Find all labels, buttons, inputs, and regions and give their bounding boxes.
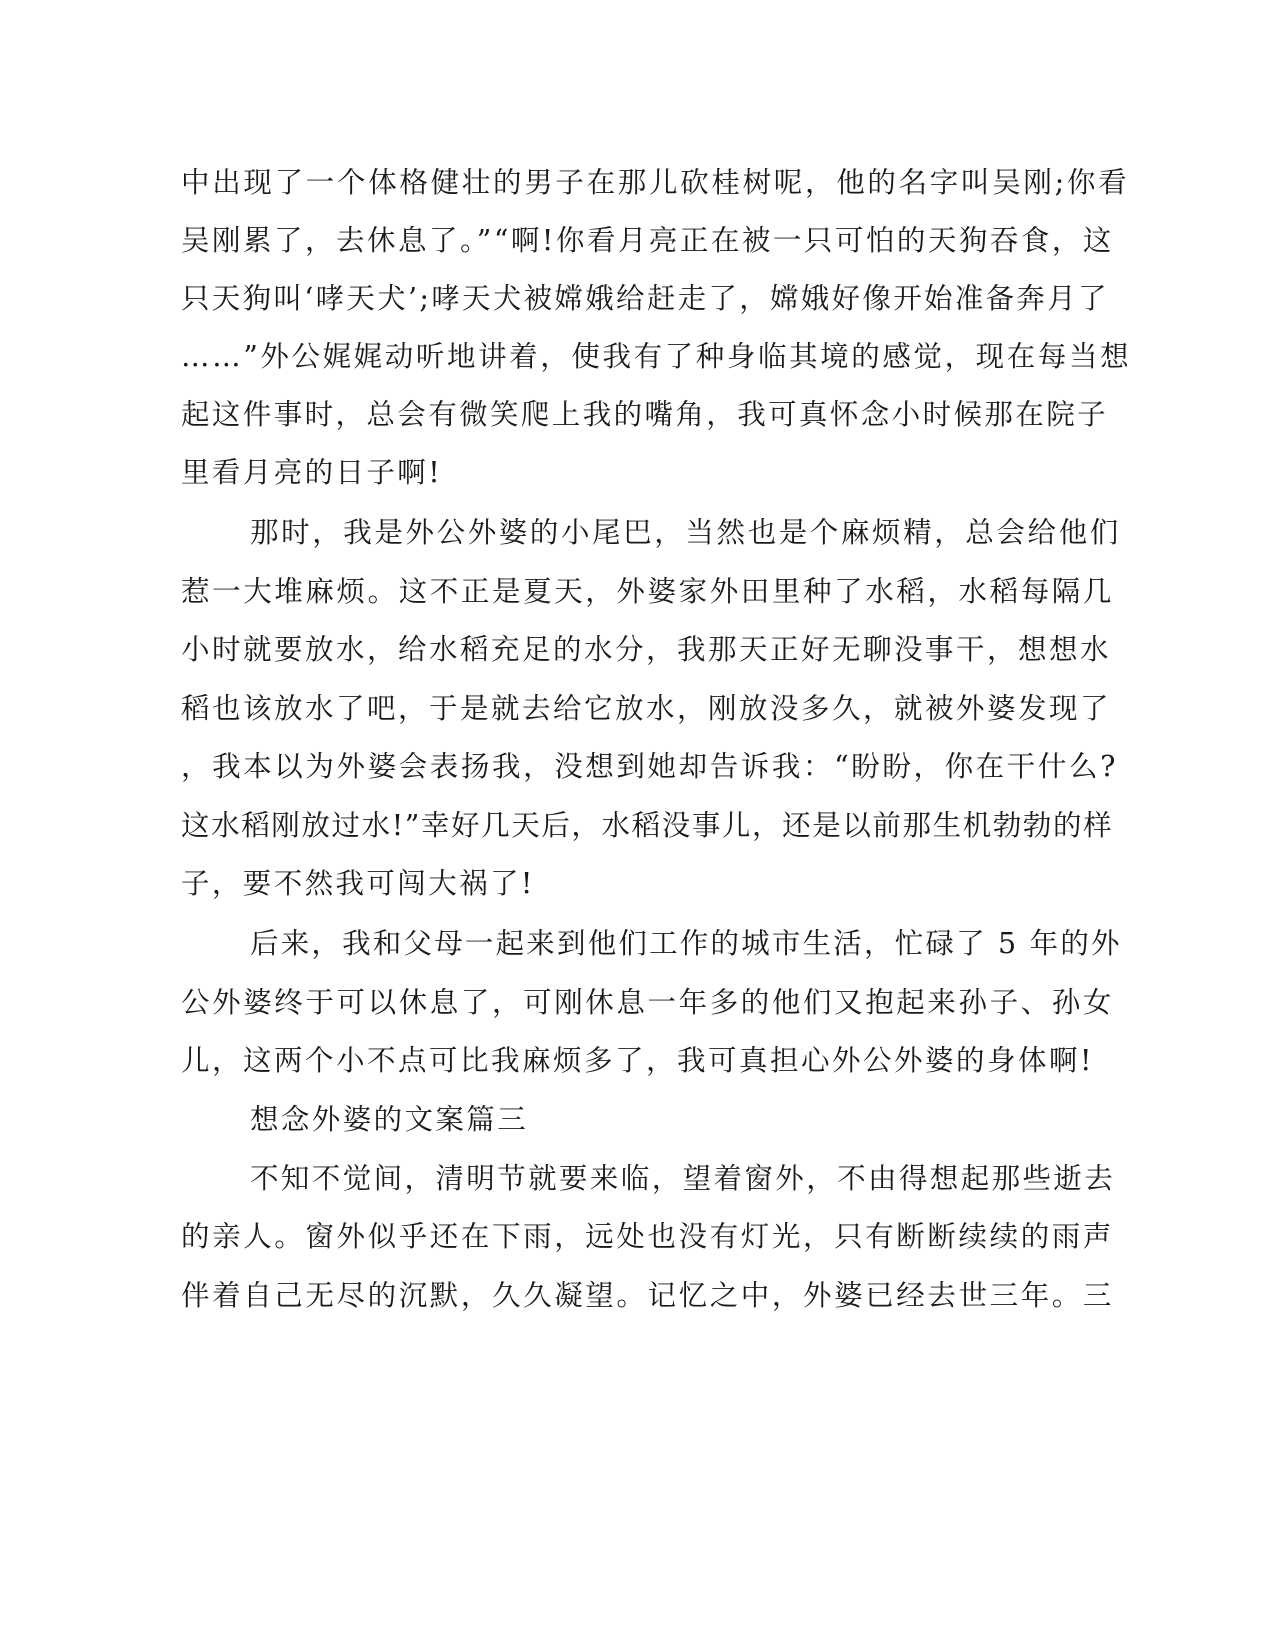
paragraph-first-line: 不知不觉间，清明节就要来临，望着窗外，不由得想起那些逝去: [250, 1162, 1116, 1195]
text-line: 里看月亮的日子啊!: [181, 456, 443, 489]
text-line: 只天狗叫‘哮天犬’;哮天犬被嫦娥给赶走了，嫦娥好像开始准备奔月了: [181, 282, 1109, 315]
text-line: 吴刚累了，去休息了。”“啊!你看月亮正在被一只可怕的天狗吞食，这: [181, 224, 1114, 257]
text-line: ，我本以为外婆会表扬我，没想到她却告诉我：“盼盼，你在干什么?: [181, 750, 1118, 783]
paragraph-first-line: 那时，我是外公外婆的小尾巴，当然也是个麻烦精，总会给他们: [250, 516, 1121, 549]
text-line: 伴着自己无尽的沉默，久久凝望。记忆之中，外婆已经去世三年。三: [181, 1279, 1115, 1312]
text-line: 子，要不然我可闯大祸了!: [181, 867, 535, 900]
text-line: 儿，这两个小不点可比我麻烦多了，我可真担心外公外婆的身体啊!: [181, 1044, 1094, 1077]
section-heading: 想念外婆的文案篇三: [250, 1103, 529, 1136]
text-line: 小时就要放水，给水稻充足的水分，我那天正好无聊没事干，想想水: [181, 633, 1112, 666]
text-line: 中出现了一个体格健壮的男子在那儿砍桂树呢，他的名字叫吴刚;你看: [181, 166, 1130, 199]
text-line: 的亲人。窗外似乎还在下雨，远处也没有灯光，只有断断续续的雨声: [181, 1220, 1115, 1253]
text-line: 这水稻刚放过水!”幸好几天后，水稻没事儿，还是以前那生机勃勃的样: [181, 809, 1114, 842]
text-line: 起这件事时，总会有微笑爬上我的嘴角，我可真怀念小时候那在院子: [181, 398, 1109, 431]
text-line: 公外婆终于可以休息了，可刚休息一年多的他们又抱起来孙子、孙女: [181, 986, 1115, 1019]
text-line: 稻也该放水了吧，于是就去给它放水，刚放没多久，就被外婆发现了: [181, 692, 1112, 725]
text-line: 惹一大堆麻烦。这不正是夏天，外婆家外田里种了水稻，水稻每隔几: [181, 575, 1115, 608]
text-line: ……”外公娓娓动听地讲着，使我有了种身临其境的感觉，现在每当想: [181, 340, 1132, 373]
paragraph-first-line: 后来，我和父母一起来到他们工作的城市生活，忙碌了 5 年的外: [250, 927, 1122, 960]
